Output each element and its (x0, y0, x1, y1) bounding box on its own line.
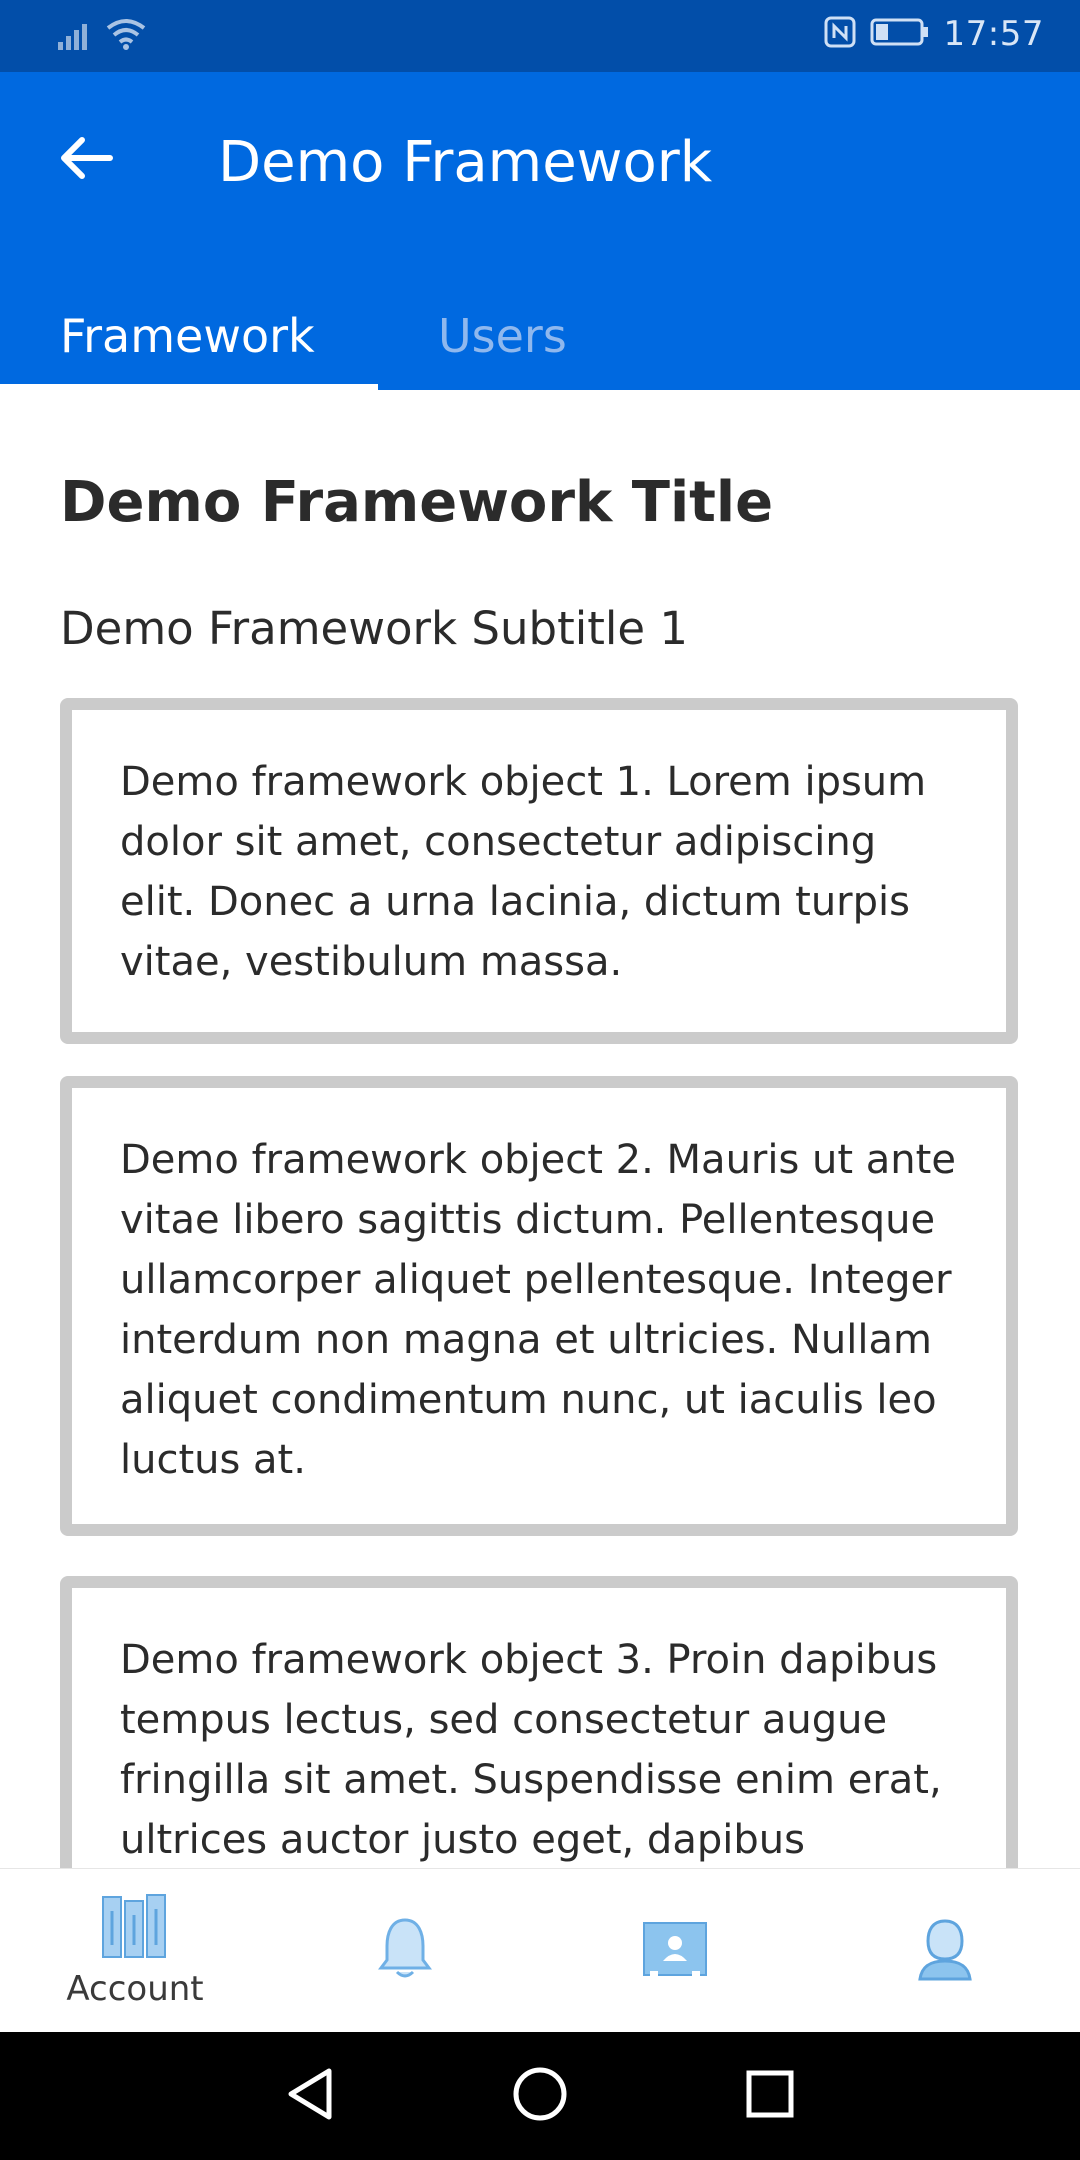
battery-icon (870, 17, 930, 51)
circle-home-icon (512, 2066, 568, 2126)
wifi-icon (106, 18, 146, 54)
card-text: Demo framework object 1. Lorem ipsum dolor sit amet, consectetur adipiscing elit. Donec a urna lacinia, dictum turpis vitae, vestibulum massa. (120, 759, 927, 985)
nav-item-contacts[interactable] (540, 1869, 810, 2033)
app-title: Demo Framework (218, 130, 713, 195)
square-recents-icon (745, 2069, 795, 2123)
nav-item-profile[interactable] (810, 1869, 1080, 2033)
page-subtitle: Demo Framework Subtitle 1 (60, 602, 688, 655)
content-scroll-area[interactable] (0, 390, 1080, 1868)
contact-card-icon (642, 1921, 708, 1981)
framework-card-2[interactable] (60, 1076, 1018, 1536)
status-bar (0, 0, 1080, 72)
nav-item-account[interactable] (0, 1869, 270, 2033)
system-recents-button[interactable] (730, 2056, 810, 2136)
status-time: 17:57 (943, 14, 1044, 54)
system-back-button[interactable] (270, 2056, 350, 2136)
back-button[interactable] (50, 124, 122, 196)
tab-framework[interactable] (0, 282, 378, 390)
system-home-button[interactable] (500, 2056, 580, 2136)
triangle-back-icon (285, 2067, 335, 2125)
nav-item-account-label: Account (66, 1969, 204, 2009)
nav-item-notifications[interactable] (270, 1869, 540, 2033)
tab-framework-label: Framework (60, 309, 315, 363)
tab-bar (0, 282, 1080, 390)
signal-icon (58, 20, 94, 54)
bottom-navigation (0, 1868, 1080, 2032)
arrow-left-icon (58, 134, 114, 186)
user-avatar-icon (916, 1917, 974, 1985)
status-right-icons (824, 14, 1044, 54)
nfc-icon (824, 16, 856, 52)
framework-card-1[interactable] (60, 698, 1018, 1044)
card-text: Demo framework object 2. Mauris ut ante vitae libero sagittis dictum. Pellentesque ullamcorper aliquet pellentesque. Integer interdum non magna et ultricies. Nullam aliquet condimentum nunc, ut iaculis leo luctus at. (120, 1137, 956, 1483)
system-navigation-bar (0, 2032, 1080, 2160)
bell-icon (377, 1916, 433, 1986)
page-title: Demo Framework Title (60, 470, 774, 535)
tab-users-label: Users (438, 309, 567, 363)
status-left-icons (58, 18, 146, 54)
books-icon (101, 1893, 169, 1963)
app-bar (0, 72, 1080, 390)
tab-users[interactable] (378, 282, 678, 390)
card-text: Demo framework object 3. Proin dapibus tempus lectus, sed consectetur augue fringilla sit amet. Suspendisse enim erat, ultrices auctor justo eget, dapibus (120, 1637, 942, 1863)
